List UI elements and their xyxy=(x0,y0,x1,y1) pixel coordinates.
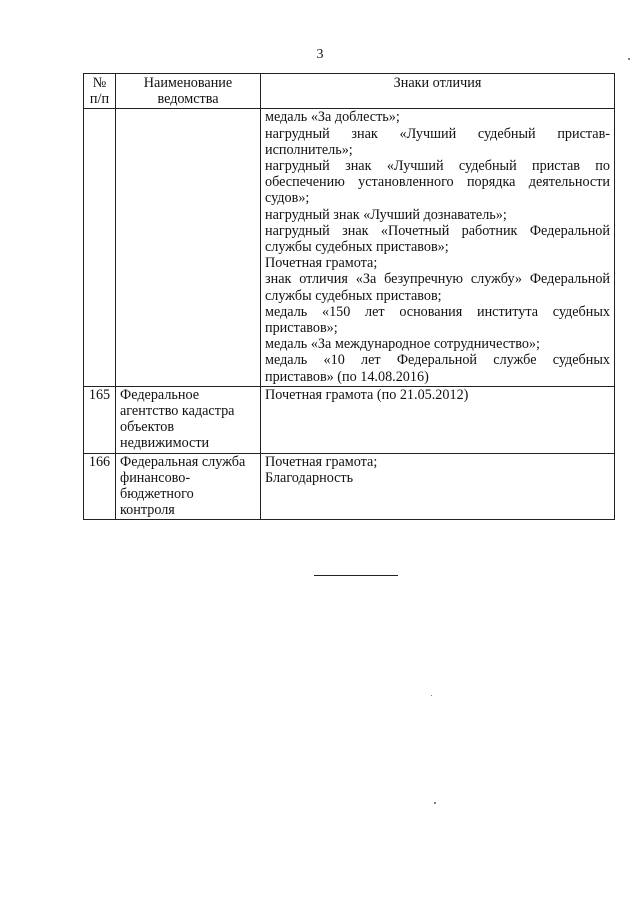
mark-item: Благодарность xyxy=(265,469,354,486)
mark-item: медаль «За международное сотрудничество»; xyxy=(265,336,540,353)
row-agency xyxy=(116,453,261,520)
row-number: 165 xyxy=(84,386,116,453)
agency-line: контроля xyxy=(120,502,175,519)
row-marks xyxy=(261,453,615,520)
mark-item: знак отличия «За безупречную службу» Федеральной службы судебных приставов; xyxy=(265,271,610,304)
mark-item: медаль «10 лет Федеральной службе судебных приставов» (по 14.08.2016) xyxy=(265,352,610,385)
mark-item: Почетная грамота; xyxy=(265,453,378,470)
agency-line: Федеральное xyxy=(120,386,200,403)
end-separator-line xyxy=(314,575,398,576)
mark-item: нагрудный знак «Лучший судебный пристав-исполнитель»; xyxy=(265,125,610,158)
table-row-continued xyxy=(84,109,615,386)
table-row-165 xyxy=(84,386,615,453)
agency-line: объектов xyxy=(120,419,175,436)
mark-item: Почетная грамота; xyxy=(265,255,378,272)
row-number-empty xyxy=(84,109,116,386)
agency-line: недвижимости xyxy=(120,435,210,452)
row-marks xyxy=(261,109,615,386)
table-header-row xyxy=(84,74,615,109)
row-marks xyxy=(261,386,615,453)
mark-item: Почетная грамота (по 21.05.2012) xyxy=(265,386,469,403)
agency-line: Федеральная служба xyxy=(120,453,246,470)
agency-line: агентство кадастра xyxy=(120,403,235,420)
scan-speck xyxy=(431,695,432,696)
row-agency-empty xyxy=(116,109,261,386)
mark-item: нагрудный знак «Лучший судебный пристав по обеспечению установленного порядка деятельности судов»; xyxy=(265,158,610,207)
mark-item: нагрудный знак «Почетный работник Федеральной службы судебных приставов»; xyxy=(265,222,610,256)
header-marks: Знаки отличия xyxy=(261,74,615,109)
scan-speck xyxy=(628,58,630,60)
agency-line: бюджетного xyxy=(120,486,194,503)
header-number: № п/п xyxy=(84,74,116,109)
row-agency xyxy=(116,386,261,453)
table-row-166 xyxy=(84,453,615,520)
scan-speck xyxy=(434,802,436,804)
row-number: 166 xyxy=(84,453,116,520)
mark-item: медаль «150 лет основания института судебных приставов»; xyxy=(265,303,610,337)
awards-table xyxy=(83,73,615,520)
agency-line: финансово- xyxy=(120,469,191,486)
header-agency: Наименование ведомства xyxy=(116,74,261,109)
page-number: 3 xyxy=(316,47,324,62)
mark-item: медаль «За доблесть»; xyxy=(265,109,400,126)
mark-item: нагрудный знак «Лучший дознаватель»; xyxy=(265,206,507,223)
